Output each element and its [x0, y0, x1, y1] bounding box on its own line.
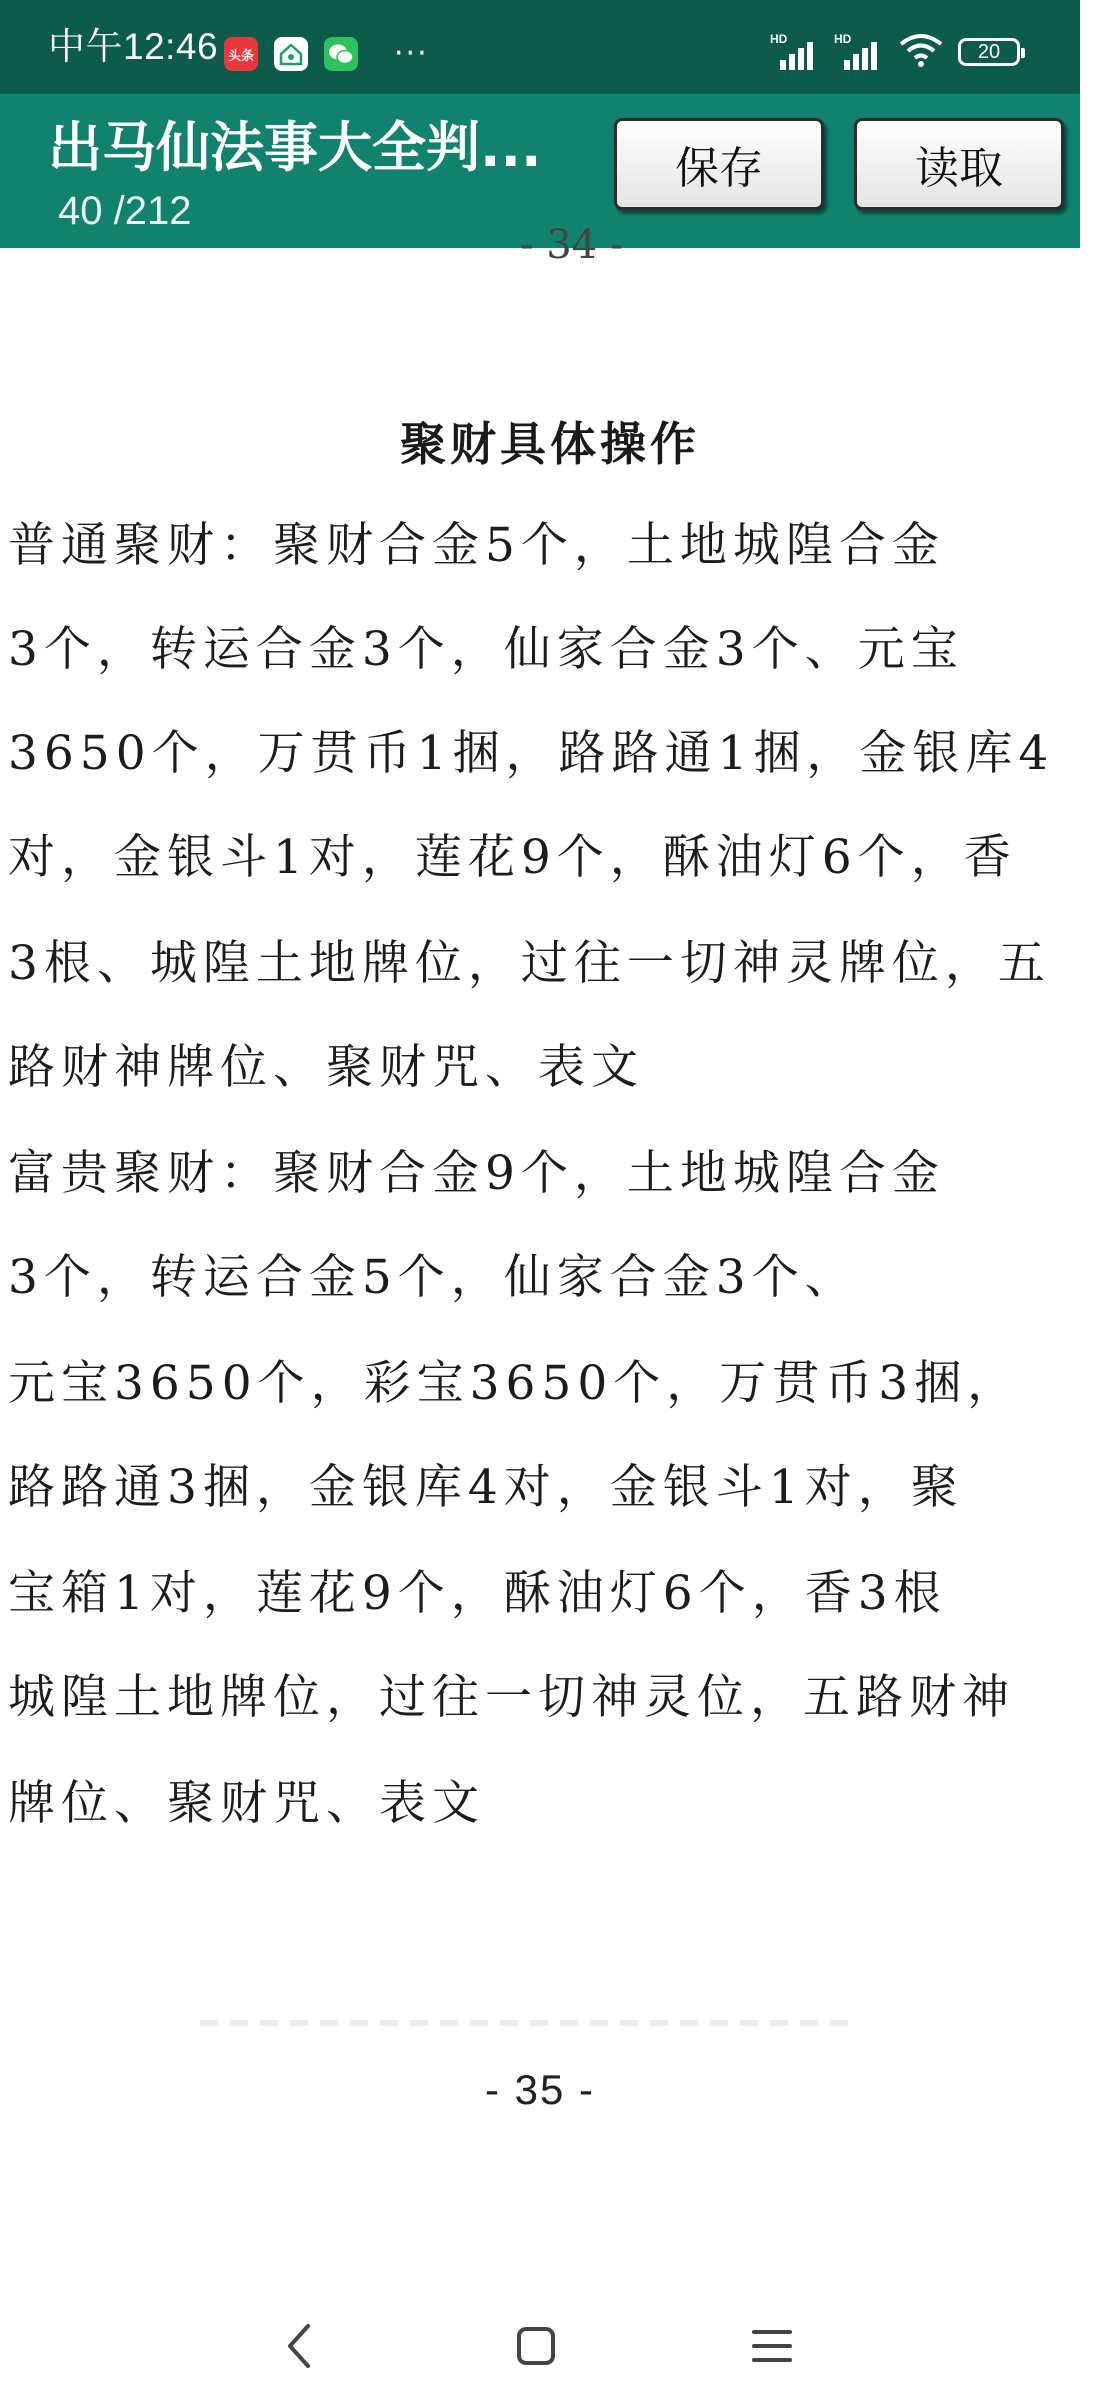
- hd-label: HD: [770, 32, 788, 46]
- text-line: 普通聚财：聚财合金5个，土地城隍合金: [8, 518, 945, 573]
- signal-sim2-icon: [834, 32, 884, 72]
- wifi-icon: [898, 32, 944, 72]
- battery-icon: [958, 38, 1020, 66]
- signal-sim1-icon: [770, 32, 820, 72]
- page-counter: 40 /212: [58, 189, 192, 233]
- read-button[interactable]: 读取: [854, 118, 1064, 210]
- home-app-icon: [274, 37, 308, 71]
- system-indicators: [770, 30, 1020, 74]
- text-line: 元宝3650个，彩宝3650个，万贯币3捆，: [8, 1356, 1021, 1411]
- document-title: 出马仙法事大全判...: [48, 116, 542, 179]
- status-bar: [0, 0, 1080, 94]
- home-icon[interactable]: [496, 2306, 576, 2386]
- text-line: 3个，转运合金3个，仙家合金3个、元宝: [8, 622, 964, 677]
- scan-artifact: [200, 2020, 860, 2026]
- hd-label-2: HD: [834, 32, 852, 46]
- section-heading: 聚财具体操作: [400, 417, 700, 471]
- page-number: - 35 -: [484, 2066, 596, 2113]
- text-line: 路路通3捆，金银库4对，金银斗1对，聚: [8, 1460, 964, 1515]
- text-line: 对，金银斗1对，莲花9个，酥油灯6个，香: [8, 830, 1017, 885]
- toutiao-icon: [224, 37, 258, 71]
- document-page[interactable]: [0, 222, 1080, 2288]
- notification-icons: [224, 34, 429, 74]
- battery-level: 20: [977, 40, 1001, 63]
- more-notifications-icon: ···: [394, 36, 429, 71]
- text-line: 3650个，万贯币1捆，路路通1捆，金银库4: [8, 726, 1055, 781]
- back-icon[interactable]: [260, 2306, 340, 2386]
- previous-page-number: - 34 -: [520, 222, 624, 268]
- menu-icon[interactable]: [732, 2306, 812, 2386]
- text-line: 路财神牌位、聚财咒、表文: [8, 1040, 644, 1095]
- save-button[interactable]: 保存: [614, 118, 824, 210]
- text-line: 城隍土地牌位，过往一切神灵位，五路财神: [8, 1670, 1015, 1725]
- text-line: 牌位、聚财咒、表文: [8, 1776, 485, 1831]
- navigation-bar: [0, 2288, 1080, 2400]
- toutiao-icon-label: 头条: [227, 48, 254, 64]
- text-line: 富贵聚财：聚财合金9个，土地城隍合金: [8, 1146, 945, 1201]
- text-line: 3根、城隍土地牌位，过往一切神灵牌位，五: [8, 936, 1051, 991]
- wechat-icon: [324, 37, 358, 71]
- text-line: 3个，转运合金5个，仙家合金3个、: [8, 1250, 858, 1305]
- text-line: 宝箱1对，莲花9个，酥油灯6个，香3根: [8, 1566, 947, 1621]
- status-time: 中午12:46: [48, 26, 219, 67]
